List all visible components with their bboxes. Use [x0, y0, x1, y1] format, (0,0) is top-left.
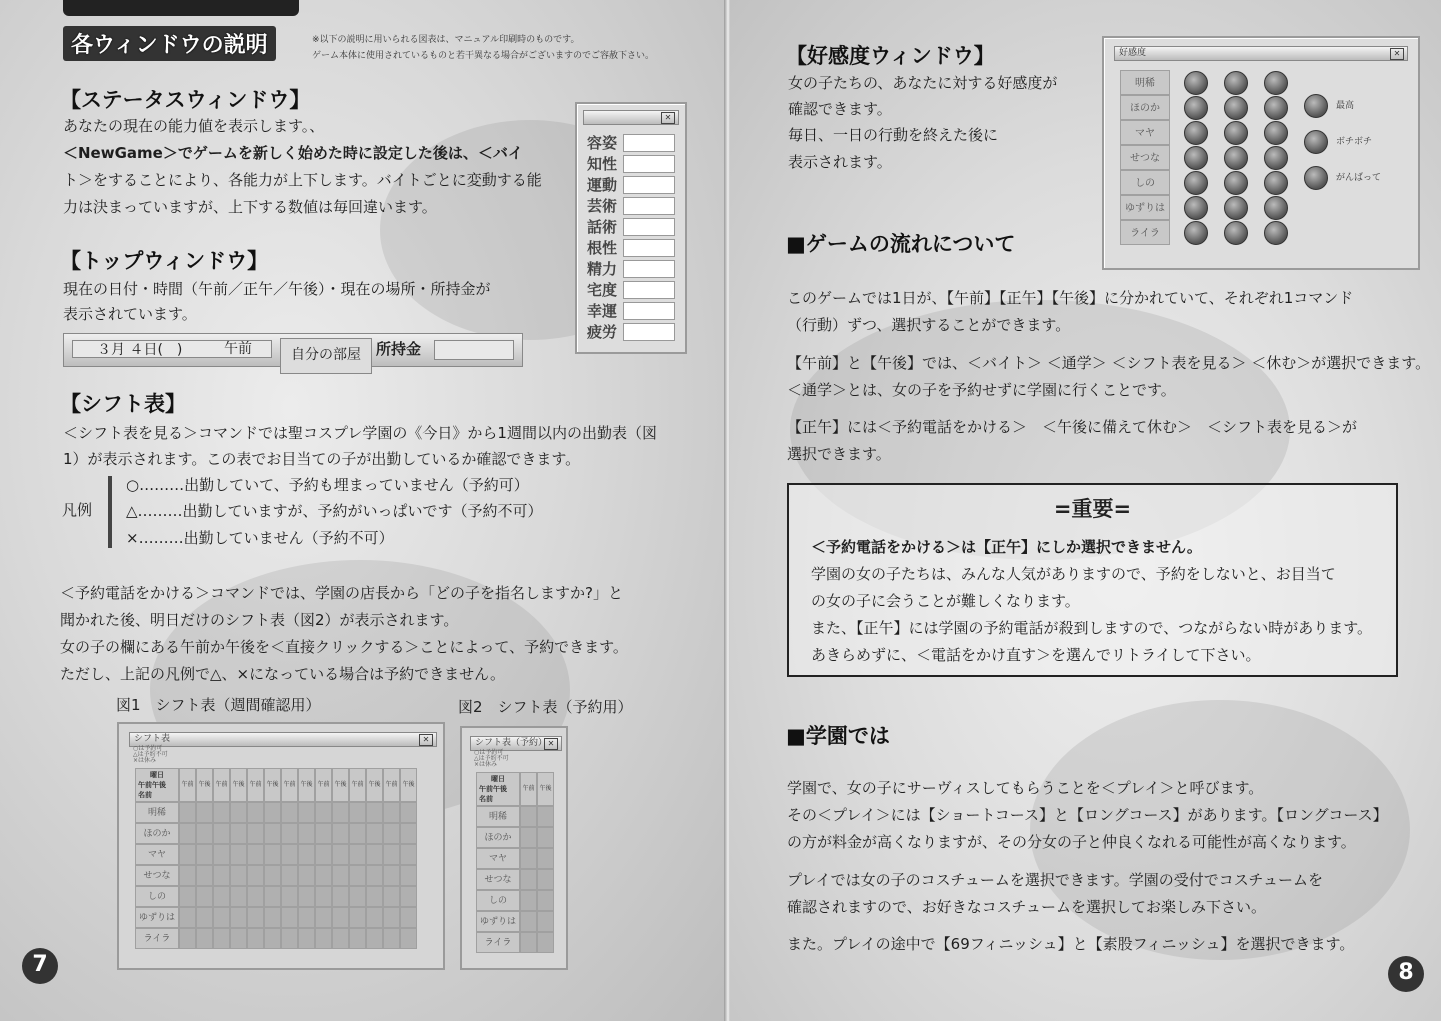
shift-cell[interactable]: [264, 907, 281, 928]
shift-cell[interactable]: [298, 844, 315, 865]
grid-row-name: ゆずりは: [135, 907, 179, 928]
grid-column-header: 午後: [366, 768, 383, 802]
shift-cell[interactable]: [213, 928, 230, 949]
shift-table-title: シフト表: [134, 734, 171, 744]
grid-column-header: 午前: [315, 768, 332, 802]
shift-line-6: ただし、上記の凡例で△、×になっている場合は予約できません。: [60, 665, 506, 683]
shift-cell[interactable]: [179, 844, 196, 865]
grid-column-header: 午前: [281, 768, 298, 802]
shift-cell[interactable]: [298, 886, 315, 907]
shift-cell[interactable]: [537, 869, 554, 890]
shift-table-title: シフト表（予約）: [475, 738, 548, 748]
shift-cell[interactable]: [537, 806, 554, 827]
legend-divider: [108, 476, 112, 548]
shift-cell[interactable]: [520, 848, 537, 869]
stat-label: 精力: [587, 260, 618, 278]
shift-cell[interactable]: [230, 886, 247, 907]
shift-cell[interactable]: [281, 823, 298, 844]
legend-available: ○………出勤していて、予約も埋まっていません（予約可）: [126, 476, 529, 494]
grid-header-label: 名前: [479, 795, 493, 803]
money-label: 所持金: [376, 340, 422, 358]
shift-cell[interactable]: [213, 802, 230, 823]
shift-cell[interactable]: [281, 802, 298, 823]
shift-cell[interactable]: [366, 907, 383, 928]
shift-cell[interactable]: [298, 865, 315, 886]
shift-cell[interactable]: [520, 827, 537, 848]
shift-cell[interactable]: [179, 802, 196, 823]
affinity-face-icon: [1224, 121, 1248, 145]
affinity-face-icon: [1184, 146, 1208, 170]
shift-table-titlebar: [129, 732, 437, 747]
close-icon: ✕: [419, 734, 433, 746]
shift-cell[interactable]: [400, 886, 417, 907]
shift-line-5: 女の子の欄にある午前か午後を＜直接クリックする＞ことによって、予約できます。: [60, 638, 628, 656]
affinity-face-icon: [1184, 71, 1208, 95]
shift-cell[interactable]: [400, 802, 417, 823]
shift-cell[interactable]: [196, 823, 213, 844]
status-line-1: あなたの現在の能力値を表示します。、: [63, 117, 325, 135]
shift-cell[interactable]: [537, 848, 554, 869]
shift-cell[interactable]: [213, 844, 230, 865]
shift-cell[interactable]: [349, 802, 366, 823]
shift-cell[interactable]: [520, 806, 537, 827]
shift-cell[interactable]: [332, 802, 349, 823]
grid-column-header: 午前: [213, 768, 230, 802]
affinity-face-icon: [1264, 171, 1288, 195]
grid-column-header: 午後: [332, 768, 349, 802]
money-value-box: [434, 340, 514, 360]
shift-cell[interactable]: [298, 823, 315, 844]
grid-column-header: 午後: [400, 768, 417, 802]
shift-cell[interactable]: [264, 823, 281, 844]
grid-row-name: ライラ: [476, 932, 520, 953]
important-line-2: 学園の女の子たちは、みんな人気がありますので、予約をしないと、お目当て: [811, 565, 1336, 583]
shift-line-2: 1）が表示されます。この表でお目当ての子が出勤しているか確認できます。: [63, 450, 581, 468]
header-bar: [63, 0, 299, 16]
affinity-face-icon: [1264, 96, 1288, 120]
shift-cell[interactable]: [315, 865, 332, 886]
stat-label: 容姿: [587, 134, 618, 152]
mini-legend-item: △は予約不可: [474, 755, 509, 762]
affinity-face-icon: [1184, 121, 1208, 145]
shift-cell[interactable]: [315, 886, 332, 907]
affinity-face-icon: [1184, 96, 1208, 120]
grid-header-corner: [135, 768, 179, 802]
shift-cell[interactable]: [332, 928, 349, 949]
mini-legend-item: ○は予約可: [474, 749, 504, 756]
grid-row-name: ほのか: [135, 823, 179, 844]
affinity-face-icon: [1264, 146, 1288, 170]
stat-label: 運動: [587, 176, 618, 194]
stat-row: [587, 216, 675, 236]
page-title: 各ウィンドウの説明: [63, 26, 276, 61]
stat-value-box: [623, 302, 675, 320]
shift-cell[interactable]: [383, 802, 400, 823]
grid-column-header: 午前: [179, 768, 196, 802]
shift-cell[interactable]: [213, 865, 230, 886]
stat-label: 疲労: [587, 323, 618, 341]
grid-row-name: しの: [135, 886, 179, 907]
shift-cell[interactable]: [332, 823, 349, 844]
grid-row-name: しの: [476, 890, 520, 911]
important-line-4: また、【正午】には学園の予約電話が殺到しますので、つながらない時があります。: [811, 619, 1373, 637]
affinity-legend-low: がんばって: [1336, 173, 1382, 183]
mini-legend: [133, 746, 168, 764]
shift-cell[interactable]: [520, 890, 537, 911]
shift-cell[interactable]: [349, 844, 366, 865]
affinity-row-name: せつな: [1120, 145, 1170, 170]
stat-row: [587, 258, 675, 278]
shift-cell[interactable]: [247, 907, 264, 928]
shift-cell[interactable]: [247, 928, 264, 949]
shift-cell[interactable]: [520, 911, 537, 932]
affinity-face-icon: [1224, 171, 1248, 195]
affinity-face-icon: [1264, 121, 1288, 145]
shift-cell[interactable]: [230, 928, 247, 949]
shift-table-reserve-figure: [460, 726, 568, 970]
shift-cell[interactable]: [400, 907, 417, 928]
shift-cell[interactable]: [179, 823, 196, 844]
stat-value-box: [623, 260, 675, 278]
stat-row: [587, 174, 675, 194]
grid-header-label: 午前午後: [138, 781, 166, 789]
affinity-legend-best: 最高: [1336, 101, 1355, 111]
flow-line-6: 選択できます。: [787, 445, 891, 463]
top-window-line-1: 現在の日付・時間（午前／正午／午後）・現在の場所・所持金が: [63, 280, 491, 298]
shift-cell[interactable]: [264, 886, 281, 907]
legend-label: 凡例: [62, 501, 93, 519]
shift-cell[interactable]: [349, 823, 366, 844]
affinity-face-icon: [1224, 221, 1248, 245]
affinity-window-figure: [1102, 36, 1420, 270]
flow-line-4: ＜通学＞とは、女の子を予約せずに学園に行くことです。: [787, 381, 1176, 399]
mini-legend: [474, 750, 509, 768]
affinity-face-icon: [1224, 96, 1248, 120]
stat-row: [587, 132, 675, 152]
shift-cell[interactable]: [281, 907, 298, 928]
grid-header-label: 曜日: [150, 771, 164, 779]
important-title: =重要=: [1053, 497, 1132, 521]
shift-cell[interactable]: [349, 865, 366, 886]
affinity-face-icon: [1224, 71, 1248, 95]
shift-line-4: 聞かれた後、明日だけのシフト表（図2）が表示されます。: [60, 611, 459, 629]
shift-cell[interactable]: [383, 823, 400, 844]
shift-cell[interactable]: [366, 802, 383, 823]
shift-cell[interactable]: [179, 928, 196, 949]
shift-cell[interactable]: [520, 869, 537, 890]
shift-cell[interactable]: [264, 865, 281, 886]
mini-legend-item: ×は休み: [474, 761, 498, 768]
close-icon: ✕: [544, 738, 558, 750]
grid-row-name: マヤ: [476, 848, 520, 869]
school-line-3: の方が料金が高くなりますが、その分女の子と仲良くなれる可能性が高くなります。: [787, 833, 1356, 851]
affinity-line-1: 女の子たちの、あなたに対する好感度が: [788, 74, 1058, 92]
top-window-figure: [63, 333, 523, 367]
affinity-face-icon: [1224, 146, 1248, 170]
grid-column-header: 午前: [383, 768, 400, 802]
stat-row: [587, 195, 675, 215]
print-note-2: ゲーム本体に使用されているものと若干異なる場合がございますのでご容赦下さい。: [312, 51, 655, 61]
affinity-line-2: 確認できます。: [788, 100, 892, 118]
shift-cell[interactable]: [332, 844, 349, 865]
grid-column-header: 午後: [537, 772, 554, 806]
shift-cell[interactable]: [349, 907, 366, 928]
mini-legend-item: △は予約不可: [133, 751, 168, 758]
shift-cell[interactable]: [281, 928, 298, 949]
close-icon: ✕: [1390, 48, 1404, 60]
shift-cell[interactable]: [281, 886, 298, 907]
shift-cell[interactable]: [213, 907, 230, 928]
stat-value-box: [623, 134, 675, 152]
affinity-row-name: ほのか: [1120, 95, 1170, 120]
shift-cell[interactable]: [247, 802, 264, 823]
shift-cell[interactable]: [230, 865, 247, 886]
grid-column-header: 午後: [264, 768, 281, 802]
affinity-face-icon: [1224, 196, 1248, 220]
stat-row: [587, 153, 675, 173]
grid-column-header: 午後: [196, 768, 213, 802]
affinity-line-3: 毎日、一日の行動を終えた後に: [788, 126, 999, 144]
shift-cell[interactable]: [264, 802, 281, 823]
school-heading: ■学園では: [786, 724, 890, 748]
affinity-heading: 【好感度ウィンドウ】: [786, 44, 995, 68]
shift-cell[interactable]: [383, 844, 400, 865]
mini-legend-item: ×は休み: [133, 757, 157, 764]
shift-cell[interactable]: [315, 928, 332, 949]
status-line-2: ＜NewGame＞でゲームを新しく始めた時に設定した後は、＜バイ: [63, 144, 523, 162]
shift-cell[interactable]: [315, 823, 332, 844]
shift-cell[interactable]: [366, 886, 383, 907]
stat-label: 知性: [587, 155, 618, 173]
shift-cell[interactable]: [383, 865, 400, 886]
affinity-row-name: 明稀: [1120, 70, 1170, 95]
shift-cell[interactable]: [400, 928, 417, 949]
stat-value-box: [623, 323, 675, 341]
page-number-right: 8: [1388, 956, 1424, 992]
affinity-row-name: ライラ: [1120, 220, 1170, 245]
shift-heading: 【シフト表】: [60, 392, 186, 416]
shift-cell[interactable]: [247, 886, 264, 907]
stat-row: [587, 237, 675, 257]
shift-cell[interactable]: [520, 932, 537, 953]
shift-cell[interactable]: [281, 844, 298, 865]
shift-cell[interactable]: [400, 823, 417, 844]
grid-column-header: 午前: [520, 772, 537, 806]
stat-label: 宅度: [587, 281, 618, 299]
status-heading: 【ステータスウィンドウ】: [60, 88, 311, 112]
grid-row-name: ほのか: [476, 827, 520, 848]
shift-cell[interactable]: [196, 865, 213, 886]
school-line-4: プレイでは女の子のコスチュームを選択できます。学園の受付でコスチュームを: [787, 871, 1323, 889]
time-display: 午前: [224, 341, 252, 357]
face-neutral-icon: [1304, 130, 1328, 154]
shift-cell[interactable]: [230, 823, 247, 844]
stat-label: 根性: [587, 239, 618, 257]
grid-row-name: マヤ: [135, 844, 179, 865]
school-line-5: 確認されますので、お好きなコスチュームを選択してお楽しみ下さい。: [787, 898, 1266, 916]
important-line-1: ＜予約電話をかける＞は【正午】にしか選択できません。: [811, 538, 1202, 556]
stat-value-box: [623, 218, 675, 236]
affinity-face-icon: [1184, 196, 1208, 220]
shift-cell[interactable]: [366, 865, 383, 886]
print-note-1: ※以下の説明に用いられる図表は、マニュアル印刷時のものです。: [312, 35, 580, 45]
flow-line-3: 【午前】と【午後】では、＜バイト＞ ＜通学＞ ＜シフト表を見る＞ ＜休む＞が選択できます。: [787, 354, 1431, 372]
affinity-row-name: マヤ: [1120, 120, 1170, 145]
flow-heading: ■ゲームの流れについて: [786, 232, 1016, 256]
page-number-left: 7: [22, 948, 58, 984]
flow-line-5: 【正午】には＜予約電話をかける＞ ＜午後に備えて休む＞ ＜シフト表を見る＞が: [787, 418, 1358, 436]
stat-label: 芸術: [587, 197, 618, 215]
affinity-face-icon: [1264, 71, 1288, 95]
shift-cell[interactable]: [230, 844, 247, 865]
shift-cell[interactable]: [383, 907, 400, 928]
shift-cell[interactable]: [247, 865, 264, 886]
shift-cell[interactable]: [537, 911, 554, 932]
date-display: ３月 ４日( ): [72, 340, 272, 358]
shift-cell[interactable]: [213, 823, 230, 844]
close-icon: ✕: [661, 112, 675, 124]
legend-off: ×………出勤していません（予約不可）: [126, 529, 394, 547]
affinity-face-icon: [1184, 221, 1208, 245]
shift-cell[interactable]: [537, 932, 554, 953]
grid-header-corner: [476, 772, 520, 806]
shift-cell[interactable]: [179, 907, 196, 928]
shift-table-weekly-figure: [117, 722, 445, 970]
shift-cell[interactable]: [349, 928, 366, 949]
grid-row-name: 明稀: [135, 802, 179, 823]
stat-value-box: [623, 197, 675, 215]
shift-cell[interactable]: [383, 928, 400, 949]
shift-cell[interactable]: [400, 844, 417, 865]
shift-line-1: ＜シフト表を見る＞コマンドでは聖コスプレ学園の《今日》から1週間以内の出勤表（図: [63, 424, 657, 442]
shift-cell[interactable]: [230, 802, 247, 823]
grid-header-label: 曜日: [491, 775, 505, 783]
school-line-1: 学園で、女の子にサーヴィスしてもらうことを＜プレイ＞と呼びます。: [787, 779, 1264, 797]
stat-row: [587, 321, 675, 341]
place-display: 自分の部屋: [280, 338, 372, 374]
important-line-3: の女の子に会うことが難しくなります。: [811, 592, 1080, 610]
affinity-row-name: しの: [1120, 170, 1170, 195]
shift-cell[interactable]: [179, 886, 196, 907]
affinity-window-title: 好感度: [1119, 48, 1147, 58]
shift-cell[interactable]: [298, 802, 315, 823]
shift-cell[interactable]: [366, 844, 383, 865]
stat-value-box: [623, 155, 675, 173]
grid-column-header: 午後: [298, 768, 315, 802]
shift-cell[interactable]: [332, 907, 349, 928]
school-line-2: その＜プレイ＞には【ショートコース】と【ロングコース】があります。【ロングコース】: [787, 806, 1388, 824]
shift-cell[interactable]: [264, 928, 281, 949]
grid-row-name: ライラ: [135, 928, 179, 949]
shift-cell[interactable]: [537, 827, 554, 848]
shift-cell[interactable]: [213, 886, 230, 907]
shift-cell[interactable]: [298, 928, 315, 949]
shift-cell[interactable]: [349, 886, 366, 907]
shift-cell[interactable]: [281, 865, 298, 886]
affinity-face-icon: [1264, 196, 1288, 220]
school-line-6: また。プレイの途中で【69フィニッシュ】と【素股フィニッシュ】を選択できます。: [787, 935, 1355, 953]
grid-row-name: せつな: [476, 869, 520, 890]
shift-line-3: ＜予約電話をかける＞コマンドでは、学園の店長から「どの子を指名しますか?」と: [60, 584, 623, 602]
status-line-3: ト＞をすることにより、各能力が上下します。バイトごとに変動する能: [63, 171, 542, 189]
stat-value-box: [623, 281, 675, 299]
shift-cell[interactable]: [179, 865, 196, 886]
shift-cell[interactable]: [196, 928, 213, 949]
affinity-row-name: ゆずりは: [1120, 195, 1170, 220]
stat-label: 話術: [587, 218, 618, 236]
status-window-titlebar: [583, 110, 679, 125]
shift-cell[interactable]: [264, 844, 281, 865]
grid-column-header: 午前: [349, 768, 366, 802]
shift-cell[interactable]: [315, 802, 332, 823]
shift-cell[interactable]: [298, 907, 315, 928]
shift-cell[interactable]: [366, 928, 383, 949]
stat-row: [587, 279, 675, 299]
shift-cell[interactable]: [315, 844, 332, 865]
shift-cell[interactable]: [537, 890, 554, 911]
shift-cell[interactable]: [196, 907, 213, 928]
shift-cell[interactable]: [400, 865, 417, 886]
status-line-4: 力は決まっていますが、上下する数値は毎回違います。: [63, 198, 437, 216]
shift-cell[interactable]: [196, 886, 213, 907]
grid-column-header: 午前: [247, 768, 264, 802]
shift-cell[interactable]: [196, 844, 213, 865]
mini-legend-item: ○は予約可: [133, 745, 163, 752]
flow-line-2: （行動）ずつ、選択することができます。: [787, 316, 1071, 334]
top-window-line-2: 表示されています。: [63, 305, 197, 323]
shift-cell[interactable]: [196, 802, 213, 823]
affinity-legend-neutral: ボチボチ: [1336, 137, 1373, 147]
affinity-face-icon: [1184, 171, 1208, 195]
figure-2-caption: 図2 シフト表（予約用）: [458, 698, 633, 716]
figure-1-caption: 図1 シフト表（週間確認用）: [116, 696, 321, 714]
grid-header-label: 名前: [138, 791, 152, 799]
grid-row-name: ゆずりは: [476, 911, 520, 932]
grid-row-name: 明稀: [476, 806, 520, 827]
shift-cell[interactable]: [332, 886, 349, 907]
status-window-figure: [575, 102, 687, 354]
shift-cell[interactable]: [383, 886, 400, 907]
flow-line-1: このゲームでは1日が、【午前】【正午】【午後】に分かれていて、それぞれ1コマンド: [787, 289, 1354, 307]
affinity-face-icon: [1264, 221, 1288, 245]
legend-full: △………出勤していますが、予約がいっぱいです（予約不可）: [126, 502, 543, 520]
stat-label: 幸運: [587, 302, 618, 320]
shift-cell[interactable]: [247, 823, 264, 844]
grid-row-name: せつな: [135, 865, 179, 886]
stat-row: [587, 300, 675, 320]
shift-cell[interactable]: [247, 844, 264, 865]
stat-value-box: [623, 176, 675, 194]
face-best-icon: [1304, 94, 1328, 118]
important-box: [787, 483, 1398, 677]
affinity-line-4: 表示されます。: [788, 153, 892, 171]
top-window-heading: 【トップウィンドウ】: [60, 249, 269, 273]
affinity-window-titlebar: [1114, 46, 1408, 61]
grid-column-header: 午後: [230, 768, 247, 802]
shift-cell[interactable]: [230, 907, 247, 928]
shift-cell[interactable]: [315, 907, 332, 928]
important-line-5: あきらめずに、＜電話をかけ直す＞を選んでリトライして下さい。: [811, 646, 1261, 664]
grid-header-label: 午前午後: [479, 785, 507, 793]
face-low-icon: [1304, 166, 1328, 190]
shift-cell[interactable]: [366, 823, 383, 844]
stat-value-box: [623, 239, 675, 257]
shift-cell[interactable]: [332, 865, 349, 886]
